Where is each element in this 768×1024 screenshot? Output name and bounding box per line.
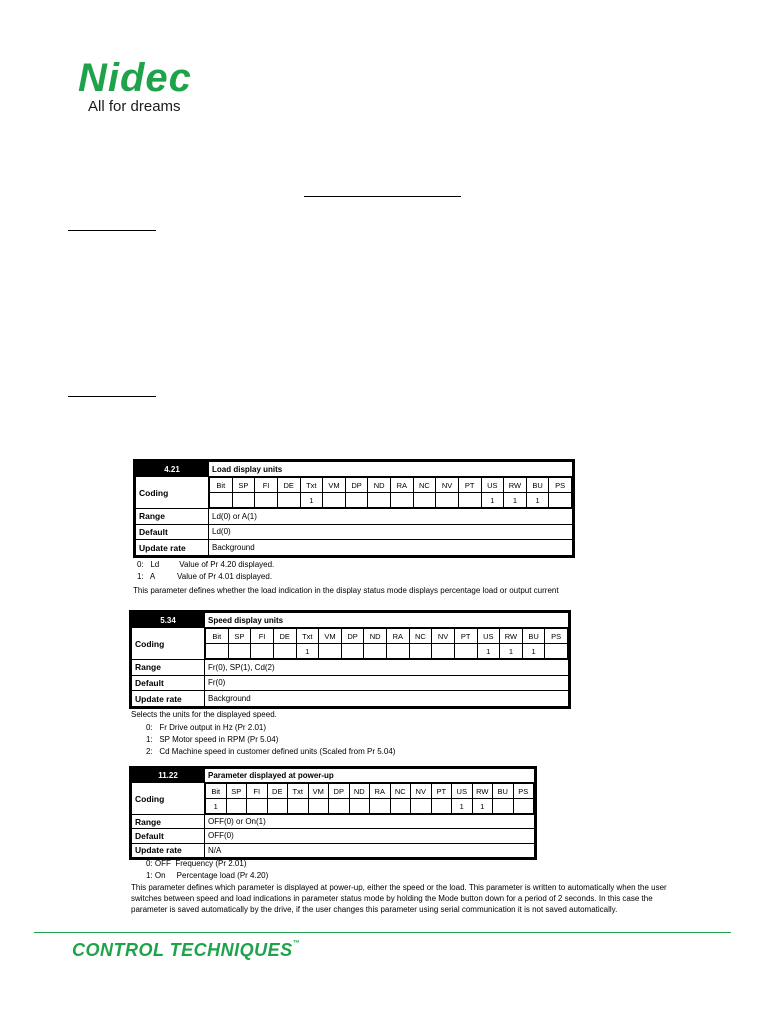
bit-header: Txt: [300, 478, 323, 493]
bit-header: PS: [545, 629, 568, 644]
bit-header: Bit: [206, 629, 229, 644]
bit-header: Bit: [210, 478, 233, 493]
bit-value: [411, 799, 432, 814]
bit-value: [513, 799, 534, 814]
bit-header: NC: [409, 629, 432, 644]
bit-value: [247, 799, 268, 814]
bit-table: [205, 628, 568, 659]
bit-header: FI: [247, 784, 268, 799]
bit-value: [432, 644, 455, 659]
bit-value: [210, 493, 233, 508]
bit-value: [228, 644, 251, 659]
parameter-number: 11.22: [132, 769, 205, 783]
bit-value: 1: [206, 799, 227, 814]
bit-value: 1: [522, 644, 545, 659]
bit-header: RA: [370, 784, 391, 799]
bit-header: DE: [267, 784, 288, 799]
note-option-1: 1: A Value of Pr 4.01 displayed.: [137, 572, 273, 581]
bit-value: [549, 493, 572, 508]
note-option-0: 0: Fr Drive output in Hz (Pr 2.01): [146, 723, 267, 732]
bit-value: 1: [300, 493, 323, 508]
bit-header: FI: [255, 478, 278, 493]
bit-value: [370, 799, 391, 814]
update-rate-label: Update rate: [132, 843, 205, 857]
bit-value: [345, 493, 368, 508]
bit-header: ND: [368, 478, 391, 493]
bit-value: [323, 493, 346, 508]
bit-value: [368, 493, 391, 508]
bit-value: [232, 493, 255, 508]
section-underline-2: [68, 396, 156, 397]
bit-value: [341, 644, 364, 659]
note-option-2: 2: Cd Machine speed in customer defined units (Scaled from Pr 5.04): [146, 747, 396, 756]
bit-value: [390, 799, 411, 814]
bit-header: Txt: [296, 629, 319, 644]
bit-header: NV: [411, 784, 432, 799]
bit-value: [267, 799, 288, 814]
bit-header: RA: [391, 478, 414, 493]
bit-value: [431, 799, 452, 814]
bit-header: NV: [436, 478, 459, 493]
note-option-0: 0: OFF Frequency (Pr 2.01): [146, 859, 247, 868]
section-underline-1: [68, 230, 156, 231]
bit-header: ND: [349, 784, 370, 799]
bit-header: DP: [341, 629, 364, 644]
parameter-number: 4.21: [136, 462, 209, 477]
footer-brand-text: CONTROL TECHNIQUES: [72, 940, 293, 960]
range-label: Range: [136, 509, 209, 525]
default-label: Default: [132, 829, 205, 843]
bit-header: RA: [387, 629, 410, 644]
default-label: Default: [132, 675, 205, 691]
title-underline: [304, 196, 461, 197]
parameter-table-4-21: [133, 459, 575, 558]
default-value: Ld(0): [209, 524, 573, 540]
bit-header: VM: [319, 629, 342, 644]
bit-value: [329, 799, 350, 814]
note-description: Selects the units for the displayed speed.: [131, 710, 277, 719]
bit-value: [273, 644, 296, 659]
bit-value: [251, 644, 274, 659]
coding-label: Coding: [136, 477, 209, 509]
logo-wordmark: Nidec: [78, 56, 192, 100]
coding-bits: [205, 628, 569, 660]
bit-header: VM: [308, 784, 329, 799]
bit-header: RW: [500, 629, 523, 644]
bit-header: PT: [454, 629, 477, 644]
bit-header: DE: [273, 629, 296, 644]
bit-value: [454, 644, 477, 659]
logo-tagline: All for dreams: [88, 98, 181, 115]
bit-header: BU: [493, 784, 514, 799]
range-value: OFF(0) or On(1): [205, 815, 535, 829]
note-description: This parameter defines which parameter is displayed at power-up, either the speed or the load. This parameter is written to automatically when the user switches between speed and load indications in parameter status mode by holding the Mode button down for a period of 2 seconds. In this case the parameter is saved automatically by the drive, if the user changes this parameter using serial communication it is not saved automatically.: [131, 883, 667, 914]
update-rate-label: Update rate: [136, 540, 209, 556]
bit-value: 1: [477, 644, 500, 659]
bit-value: [206, 644, 229, 659]
bit-header: US: [452, 784, 473, 799]
bit-header: NV: [432, 629, 455, 644]
parameter-title: Speed display units: [205, 613, 569, 628]
coding-bits: [205, 783, 535, 815]
coding-label: Coding: [132, 783, 205, 815]
bit-header: US: [477, 629, 500, 644]
default-label: Default: [136, 524, 209, 540]
bit-value: [458, 493, 481, 508]
bit-value: 1: [481, 493, 504, 508]
update-rate-label: Update rate: [132, 691, 205, 707]
parameter-number: 5.34: [132, 613, 205, 628]
bit-header: SP: [226, 784, 247, 799]
bit-value: [226, 799, 247, 814]
bit-value: [255, 493, 278, 508]
bit-header: BU: [526, 478, 549, 493]
bit-header: Txt: [288, 784, 309, 799]
range-label: Range: [132, 660, 205, 676]
bit-value: [349, 799, 370, 814]
note-option-1: 1: On Percentage load (Pr 4.20): [146, 871, 269, 880]
parameter-title: Parameter displayed at power-up: [205, 769, 535, 783]
bit-header: PS: [513, 784, 534, 799]
parameter-title: Load display units: [209, 462, 573, 477]
bit-header: SP: [228, 629, 251, 644]
footer-divider: [34, 932, 731, 933]
bit-value: [364, 644, 387, 659]
bit-value: [277, 493, 300, 508]
bit-header: RW: [504, 478, 527, 493]
bit-header: ND: [364, 629, 387, 644]
bit-value: [288, 799, 309, 814]
note-description: This parameter defines whether the load indication in the display status mode displays percentage load or output current: [133, 586, 559, 595]
bit-value: [409, 644, 432, 659]
note-option-1: 1: SP Motor speed in RPM (Pr 5.04): [146, 735, 279, 744]
bit-value: 1: [526, 493, 549, 508]
bit-value: [308, 799, 329, 814]
bit-value: 1: [472, 799, 493, 814]
parameter-table-5-34: [129, 610, 571, 709]
bit-table: [209, 477, 572, 508]
control-techniques-logo: [72, 940, 300, 961]
bit-header: US: [481, 478, 504, 493]
bit-header: DP: [329, 784, 350, 799]
update-rate-value: Background: [209, 540, 573, 556]
range-value: Fr(0), SP(1), Cd(2): [205, 660, 569, 676]
bit-header: Bit: [206, 784, 227, 799]
bit-header: PS: [549, 478, 572, 493]
bit-header: SP: [232, 478, 255, 493]
range-value: Ld(0) or A(1): [209, 509, 573, 525]
coding-label: Coding: [132, 628, 205, 660]
bit-value: [391, 493, 414, 508]
trademark-symbol: ™: [292, 940, 301, 947]
update-rate-value: N/A: [205, 843, 535, 857]
bit-value: [493, 799, 514, 814]
bit-value: 1: [296, 644, 319, 659]
bit-table: [205, 783, 534, 814]
note-option-0: 0: Ld Value of Pr 4.20 displayed.: [137, 560, 275, 569]
bit-header: NC: [413, 478, 436, 493]
default-value: Fr(0): [205, 675, 569, 691]
bit-value: [413, 493, 436, 508]
bit-value: [319, 644, 342, 659]
bit-value: 1: [504, 493, 527, 508]
coding-bits: [209, 477, 573, 509]
range-label: Range: [132, 815, 205, 829]
bit-value: [436, 493, 459, 508]
bit-header: DP: [345, 478, 368, 493]
bit-header: PT: [458, 478, 481, 493]
bit-value: 1: [452, 799, 473, 814]
bit-value: [545, 644, 568, 659]
bit-header: BU: [522, 629, 545, 644]
parameter-table-11-22: [129, 766, 537, 860]
default-value: OFF(0): [205, 829, 535, 843]
bit-header: FI: [251, 629, 274, 644]
bit-value: 1: [500, 644, 523, 659]
bit-value: [387, 644, 410, 659]
bit-header: DE: [277, 478, 300, 493]
nidec-logo: [78, 58, 228, 118]
bit-header: RW: [472, 784, 493, 799]
update-rate-value: Background: [205, 691, 569, 707]
bit-header: VM: [323, 478, 346, 493]
bit-header: PT: [431, 784, 452, 799]
bit-header: NC: [390, 784, 411, 799]
